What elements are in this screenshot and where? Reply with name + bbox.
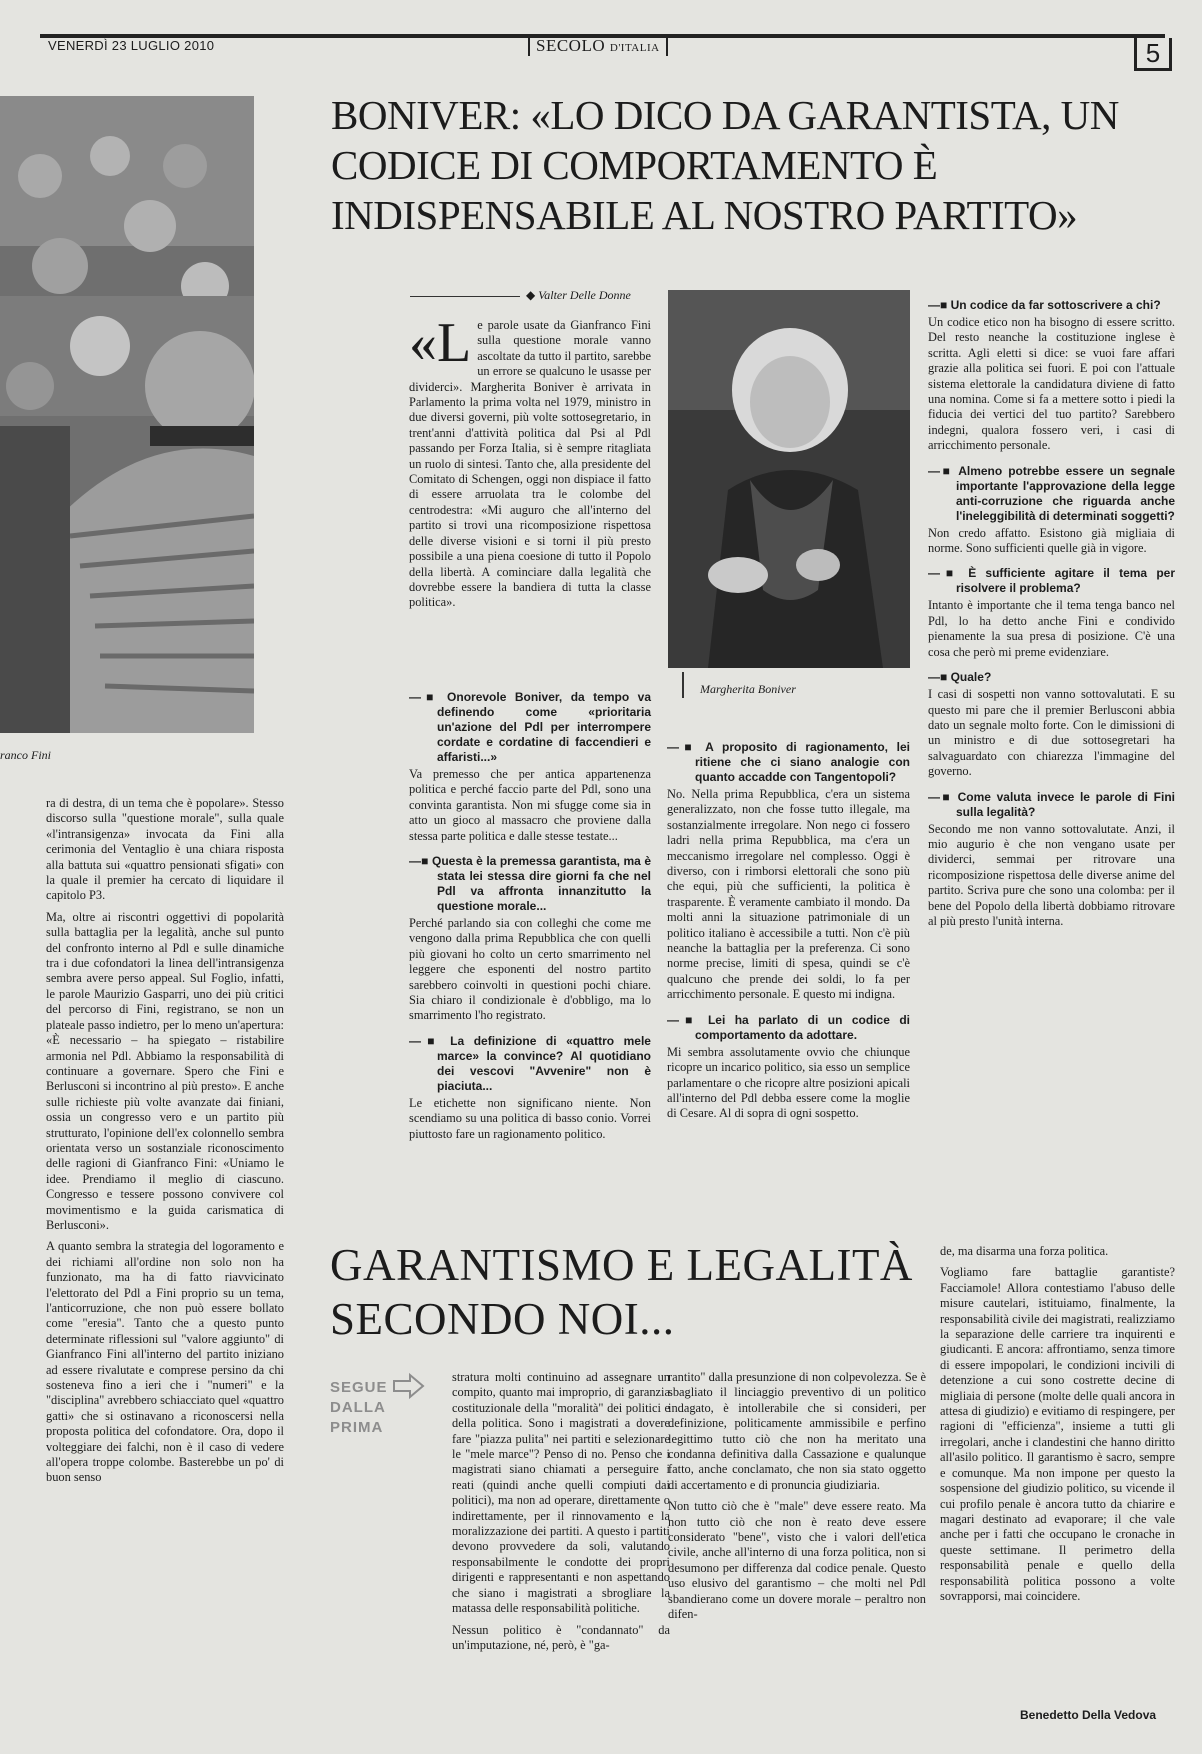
question-3: —■ La definizione di «quattro mele marce» la convince? Al quotidiano dei vescovi "Avvenire" non è piaciuta... xyxy=(409,1034,651,1094)
answer-4: No. Nella prima Repubblica, c'era un sistema generalizzato, non che fosse tutto illegale, ma sostanzialmente irregolare. Non nego ci fossero ladri nella prima Repubblica, ma c'era un meccanismo irregolare nel complesso. Oggi è diverso, con i rimborsi elettorali che sono più che equi, più che sufficienti, la politica è trasparente. È veramente cambiato il mondo. Da molti anni la situazione patrimoniale di un politico italiano è accessibile a tutti. Non c'è più neanche la battaglia per la preferenza. Ci sono norme precise, limiti di spesa, quindi se c'è qualcuno che prende dei soldi, lo fa per arricchimento personale. E questo mi indigna. xyxy=(667,787,910,1002)
continued-from-front-label xyxy=(330,1378,440,1438)
left-paragraph-3: A quanto sembra la strategia del logoramento e dei richiami all'ordine non solo non ha funzionato, ma ha di fatto riavvicinato l'elettorato del Pdl a Fini proprio su un tema, l'anticorruzione, che non può essere bollato come "eresia". Tanto che a questo punto determinate riflessioni sul "valore aggiunto" di Gianfranco Fini all'interno del partito iniziano ad essere rivalutate e comprese persino da chi sosteneva fino a ieri che i "numeri" e la "disciplina" avrebbero schiacciato quel «quattro gatti» che si ostinavano a riconoscersi nella proposta politica del cofondatore. Ora, dopo il volteggiare dei falchi, non è il caso di vedere all'opera troppe colombe. Basterebbe un po' di buon senso xyxy=(46,1239,284,1485)
question-10: —■ Come valuta invece le parole di Fini sulla legalità? xyxy=(928,790,1175,820)
editorial-headline-line-2: SECONDO NOI... xyxy=(330,1294,675,1344)
question-7: —■ Almeno potrebbe essere un segnale importante l'approvazione della legge anti-corruzione che riguarda anche l'ineleggibilità di determinati soggetti? xyxy=(928,464,1175,524)
interview-column-3 xyxy=(667,730,910,1128)
segue-text: SEGUE DALLA PRIMA xyxy=(330,1379,388,1436)
interview-column-4 xyxy=(928,288,1175,935)
editorial-paragraph-4: Non tutto ciò che è "male" deve essere reato. Ma non tutto ciò che non è reato deve essere considerato "bene", visto che i valori dell'etica civile, anche all'interno di una forza politica, non si desumono per differenza dal codice penale. Questo uso elusivo del garantismo – che molti nel Pdl sbandierano come un dovere morale – peraltro non difen- xyxy=(668,1499,926,1622)
editorial-signature: Benedetto Della Vedova xyxy=(1020,1708,1157,1722)
question-9: —■ Quale? xyxy=(928,670,1175,685)
interview-headline: BONIVER: «LO DICO DA GARANTISTA, UN CODICE DI COMPORTAMENTO È INDISPENSABILE AL NOSTRO PARTITO» xyxy=(331,92,1119,238)
left-paragraph-1: ra di destra, di un tema che è popolare». Stesso discorso sulla "questione morale", sulla quale «l'intransigenza» invocata da Fini alla cerimonia del Ventaglio è una chiara risposta alla battuta sui «quattro pensionati sfigati» con la quale il premier ha cercato di liquidare il capitolo P3. xyxy=(46,796,284,903)
boniver-photo-caption: Margherita Boniver xyxy=(700,682,796,696)
drop-cap: «L xyxy=(409,312,472,374)
answer-5: Mi sembra assolutamente ovvio che chiunque ricopre un incarico politico, sia esso un semplice parlamentare o che ricopre altre posizioni apicali all'interno del Pdl debba essere come la moglie di Cesare. Al di sopra di ogni sospetto. xyxy=(667,1044,910,1121)
page-number: 5 xyxy=(1134,38,1172,71)
answer-2: Perché parlando sia con colleghi che come me vengono dalla prima Repubblica che con quelli più giovani ho colto un certo smarrimento nel leggere che esponenti del nostro partito sarebbero coinvolti in questioni pochi chiare. Sia chiaro il condizionale è d'obbligo, ma lo smarrimento l'ho registrato. xyxy=(409,916,651,1023)
interview-intro xyxy=(409,312,651,611)
byline-author: Valter Delle Donne xyxy=(538,288,631,302)
interview-intro-column xyxy=(409,312,651,617)
editorial-paragraph-5: de, ma disarma una forza politica. xyxy=(940,1244,1109,1258)
editorial-headline xyxy=(330,1238,940,1346)
brand-suffix: D'ITALIA xyxy=(609,42,660,54)
question-6: —■ Un codice da far sottoscrivere a chi? xyxy=(928,298,1175,313)
byline-rule xyxy=(410,296,520,297)
question-1: —■ Onorevole Boniver, da tempo va definendo come «prioritaria un'azione del Pdl per interrompere cordate e cordatine di faccendieri e affaristi...» xyxy=(409,690,651,765)
issue-date: VENERDÌ 23 LUGLIO 2010 xyxy=(48,38,215,53)
left-article-column xyxy=(46,796,284,1492)
answer-7: Non credo affatto. Esistono già migliaia di norme. Sono sufficienti quelle già in vigore. xyxy=(928,525,1175,556)
interview-intro-text: e parole usate da Gianfranco Fini sulla questione morale vanno ascoltate da tutto il partito, sarebbe un errore se qualcuno le usasse per dividerci». Margherita Boniver è arrivata in Parlamento la prima volta nel 1979, ministro in due diversi governi, più volte sottosegretario, in trent'anni d'attività politica dal Psi al Pdl passando per Forza Italia, si è sempre ritagliata un ruolo di sintesi. Tanto che, alla presidente del Comitato di Schengen, oggi non dispiace il fatto di essere arruolata tra le colombe del centrodestra: «Mi auguro che all'interno del partito si trovi una ricomposizione rispettosa delle diverse visioni e si torni il più presto possibile a una piena coesione di tutto il Popolo della libertà. A cominciare dalla legalità che dovrebbe essere la bandiera di tutta la classe politica». xyxy=(409,318,651,610)
editorial-column-1 xyxy=(452,1370,670,1659)
answer-3: Le etichette non significano niente. Non scendiamo su una politica di basso conio. Vorrei piuttosto fare un ragionamento politico. xyxy=(409,1095,651,1141)
answer-8: Intanto è importante che il tema tenga banco nel Pdl, lo ha detto anche Fini e condivido pienamente la sua presa di posizione. C'è una cosa che però mi preme evidenziare. xyxy=(928,598,1175,659)
byline: ◆ Valter Delle Donne xyxy=(410,288,650,303)
editorial-column-2 xyxy=(668,1370,926,1629)
interview-column-2 xyxy=(409,680,651,1148)
editorial-headline-line-1: GARANTISMO E LEGALITÀ xyxy=(330,1240,913,1290)
question-4: —■ A proposito di ragionamento, lei ritiene che ci siano analogie con quanto accadde con Tangentopoli? xyxy=(667,740,910,785)
answer-1: Va premesso che per antica appartenenza politica e perché faccio parte del Pdl, sono una convinta garantista. Non mi sfugge come sia in atto un gioco al massacro che proviene dalla stessa parte politica e dalle stesse testate... xyxy=(409,767,651,843)
question-5: —■ Lei ha parlato di un codice di comportamento da adottare. xyxy=(667,1013,910,1043)
answer-6: Un codice etico non ha bisogno di essere scritto. Del resto neanche la costituzione inglese è scritta. Agli eletti si dice: se vuoi fare affari grazie alla politica sei fuori. E poi con l'attuale sistema elettorale la candidatura diviene di fatto una nomina. Come si fa a mettere sotto i piedi la fiducia dei vertici del tuo partito? Sarebbero indegni, qualora fossero veri, i casi di arricchimento personale. xyxy=(928,315,1175,453)
crowd-photo xyxy=(0,96,254,733)
answer-10: Secondo me non vanno sottovalutate. Anzi, il mio augurio è che non vengano usate per dividerci, semmai per ritrovare una ricomposizione rispettosa delle diverse anime del partito. Scriva pure che sono una colomba: per il bene del Popolo della libertà dobbiamo ritrovare al più presto l'unità interna. xyxy=(928,821,1175,928)
arrow-right-icon xyxy=(392,1372,426,1400)
caption-rule xyxy=(682,672,684,698)
editorial-column-3 xyxy=(940,1244,1175,1610)
editorial-paragraph-6: Vogliamo fare battaglie garantiste? Facciamole! Allora contestiamo l'abuso delle misure cautelari, istituiamo, finalmente, la responsabilità civile dei magistrati, realizziamo la separazione delle carriere tra inquirenti e giudicanti. E ancora: affrontiamo, senza timore di essere impopolari, le condizioni incivili di detenzione a cui sono costrette decine di migliaia di persone (molte delle quali ancora in attesa di giudizio) e evitiamo di respingere, per ragioni di "efficienza", insieme a tutti gli irregolari, anche i clandestini che hanno diritto all'asilo politico. Il garantismo è sacro, sempre e comunque. Ma non impone per questo la sospensione del giudizio politico, su vicende il cui profilo penale è ancora tutto da chiarire e magari destinato ad evaporare; il che vale anche per i fatti che occupano le cronache in queste settimane. Il perimetro della responsabilità penale e quello della responsabilità politica possono a volte sovrapporsi, mai coincidere. xyxy=(940,1265,1175,1603)
question-8: —■ È sufficiente agitare il tema per risolvere il problema? xyxy=(928,566,1175,596)
editorial-paragraph-3: rantito" dalla presunzione di non colpevolezza. Se è sbagliato il linciaggio preventivo di un politico indagato, è intollerabile che si consideri, per definizione, politicamente ammissibile e perfino legittimo tutto ciò che non ha meritato una condanna definitiva dalla Cassazione e qualunque fatto, anche conclamato, che non sia stato oggetto di accertamento e di pronuncia giudiziaria. xyxy=(668,1370,926,1492)
editorial-paragraph-1: stratura molti continuino ad assegnare un compito, quanto mai improprio, di garanzia costituzionale della "moralità" dei politici e della politica. Sono i magistrati a dovere fare "piazza pulita" nei partiti e selezionare le "mele marce"? Penso di no. Penso che i magistrati siano chiamati a perseguire i reati (quindi anche quelli compiuti dai politici), ma non ad operare, direttamente o indirettamente, per il rinnovamento e la moralizzazione dei partiti. A questo i partiti devono provvedere da soli, valutando responsabilmente le condotte dei propri dirigenti e rappresentanti e non aspettando che siano i magistrati a sbrogliare la matassa delle responsabilità politiche. xyxy=(452,1370,670,1616)
brand-name: SECOLO xyxy=(536,36,606,55)
boniver-photo xyxy=(668,290,910,668)
newspaper-brand xyxy=(528,36,668,56)
editorial-paragraph-2: Nessun politico è "condannato" da un'imputazione, né, però, è "ga- xyxy=(452,1622,670,1652)
crowd-photo-caption: ranco Fini xyxy=(0,748,51,762)
left-paragraph-2: Ma, oltre ai riscontri oggettivi di popolarità sulla battaglia per la legalità, anche sul punto del confronto interno al Pdl e sulle dinamiche tra i due cofondatori la linea dell'intransigenza sembra avere perso appeal. Sul Foglio, infatti, le parole Maurizio Gasparri, uno dei più critici del percorso di Fini, registrano, se non un plateale passo indietro, per lo meno un'apertura: «È necessario – ha spiegato – ristabilire armonia nel Pdl. Abbiamo la responsabilità di continuare a governare. Spero che Fini e Berlusconi si incontrino al più presto». E anche sulle richieste più volte avanzate dai finiani, ossia un congresso vero e un partito più strutturato, l'opinione dell'ex colonnello sembra orientata verso un sostanziale riconoscimento delle ragioni di Gianfranco Fini: «Uniamo le idee. Prendiamo il meglio di ciascuno. Congresso e tessere possono convivere col movimentismo e la guida carismatica di Berlusconi». xyxy=(46,909,284,1232)
question-2: —■ Questa è la premessa garantista, ma è stata lei stessa dire giorni fa che nel Pdl va affronta innanzitutto la questione morale... xyxy=(409,854,651,914)
answer-9: I casi di sospetti non vanno sottovalutati. E su questo mi pare che il premier Berlusconi abbia dato un segnale molto forte. Con le dimissioni di un ministro e di due sottosegretari ha salvaguardato con chiarezza l'immagine del governo. xyxy=(928,687,1175,779)
